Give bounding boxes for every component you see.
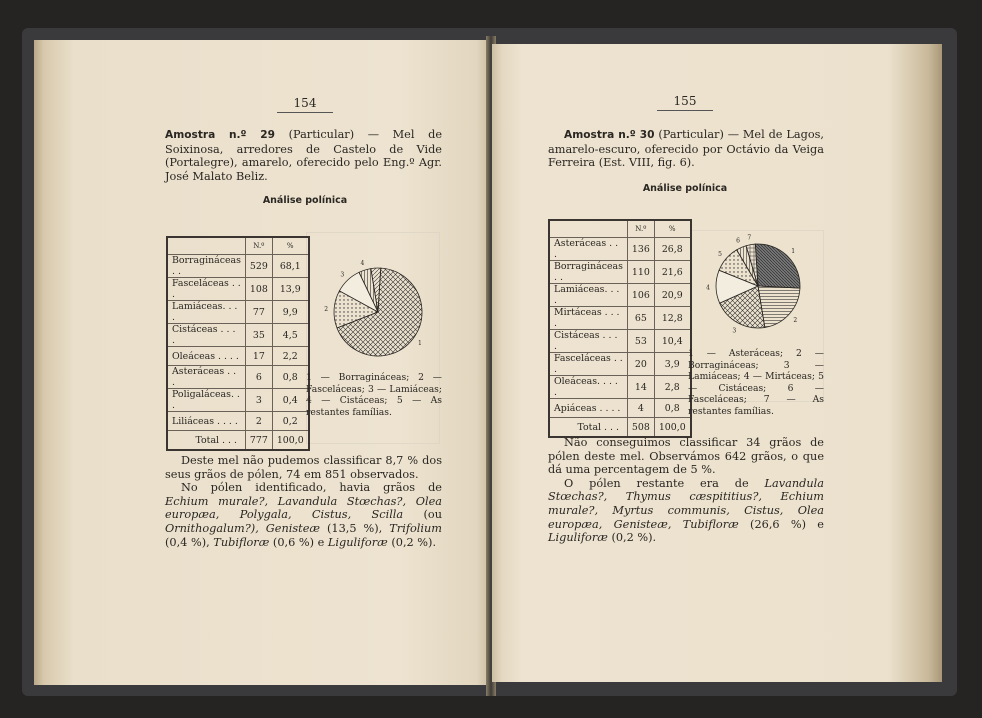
percent-cell: 13,9 (272, 278, 308, 301)
total-percent-cell: 100,0 (272, 431, 308, 451)
count-cell: 106 (627, 284, 654, 307)
family-name-cell: Lamiáceas. . . . (167, 301, 245, 324)
left-header-cell: N.º (245, 237, 272, 255)
family-name-cell: Apiáceas . . . . (549, 399, 627, 418)
percent-cell: 0,2 (272, 412, 308, 431)
left-para-2: No pólen identificado, havia grãos de Echium murale?, Lavandula Stœchas?, Olea europæa, Polygala, Cistus, Scilla (ou Ornithogalum?), Genisteæ (13,5 %), Trifolium (0,4 %), Tubifloræ (0,6 %) e Liguliforæ (0,2 %). (165, 481, 443, 549)
percent-cell: 0,8 (654, 399, 690, 418)
right-body-text (548, 436, 824, 545)
table-row (549, 399, 691, 418)
table-row (167, 278, 309, 301)
table-row (549, 307, 691, 330)
right-pie-legend: 1 — Asteráceas; 2 — Borragináceas; 3 — Lamiáceas; 4 — Mirtáceas; 5 — Cistáceas; 6 — Fasceláceas; 7 — As restantes famílias. (688, 348, 824, 417)
count-cell: 77 (245, 301, 272, 324)
percent-cell: 12,8 (654, 307, 690, 330)
percent-cell: 9,9 (272, 301, 308, 324)
left-sample-intro (165, 128, 442, 183)
left-table-header (167, 237, 309, 255)
left-page-number-text: 154 (293, 96, 317, 110)
percent-cell: 2,2 (272, 347, 308, 366)
right-pie-label-1: 1 (791, 247, 796, 255)
left-sample-title: Amostra n.º 29 (165, 129, 275, 141)
right-sample-intro (548, 128, 824, 170)
left-total-row (167, 431, 309, 451)
table-row (167, 301, 309, 324)
table-row (549, 376, 691, 399)
right-header-cell (549, 220, 627, 238)
right-total-row (549, 418, 691, 438)
total-label-cell: Total . . . (549, 418, 627, 438)
family-name-cell: Oleáceas . . . . (167, 347, 245, 366)
left-pie-chart (318, 259, 428, 362)
right-pollen-table (548, 219, 692, 438)
right-pie-label-6: 6 (736, 237, 740, 245)
table-row (167, 389, 309, 412)
percent-cell: 20,9 (654, 284, 690, 307)
right-header-cell: N.º (627, 220, 654, 238)
family-name-cell: Cistáceas . . . . (167, 324, 245, 347)
left-pie-legend: 1 — Borragináceas; 2 — Fasceláceas; 3 — Lamiáceas; 4 — Cistáceas; 5 — As restantes famílias. (306, 372, 442, 418)
left-pollen-table (166, 236, 310, 451)
left-pie-label-1: 1 (418, 340, 422, 348)
count-cell: 53 (627, 330, 654, 353)
right-para-1: Não conseguimos classificar 34 grãos de pólen deste mel. Observámos 642 grãos, o que dá uma percentagem de 5 %. (548, 436, 824, 477)
left-pie-svg (318, 259, 428, 362)
left-sample-description: (Particular) — Mel de Soixinosa, arredores de Castelo de Vide (Portalegre), amarelo, oferecido pelo Eng.º Agr. José Malato Beliz. (165, 128, 443, 183)
count-cell: 4 (627, 399, 654, 418)
family-name-cell: Borragináceas . . (549, 261, 627, 284)
family-name-cell: Liliáceas . . . . (167, 412, 245, 431)
total-percent-cell: 100,0 (654, 418, 690, 438)
percent-cell: 26,8 (654, 238, 690, 261)
right-pie-label-5: 5 (718, 250, 722, 258)
family-name-cell: Asteráceas . . . (549, 238, 627, 261)
count-cell: 529 (245, 255, 272, 278)
table-row (549, 353, 691, 376)
right-sample-title: Amostra n.º 30 (564, 129, 655, 141)
family-name-cell: Cistáceas . . . . (549, 330, 627, 353)
table-row (549, 261, 691, 284)
count-cell: 108 (245, 278, 272, 301)
table-row (549, 330, 691, 353)
right-pie-svg (700, 234, 812, 338)
left-para-1: Deste mel não pudemos classificar 8,7 % dos seus grãos de pólen, 74 em 851 observados. (165, 454, 442, 481)
percent-cell: 0,8 (272, 366, 308, 389)
family-name-cell: Fasceláceas . . . (167, 278, 245, 301)
family-name-cell: Fasceláceas . . . (549, 353, 627, 376)
family-name-cell: Mirtáceas . . . . (549, 307, 627, 330)
table-row (167, 255, 309, 278)
right-analysis-heading: Análise polínica (642, 183, 728, 194)
percent-cell: 2,8 (654, 376, 690, 399)
family-name-cell: Oleáceas. . . . . (549, 376, 627, 399)
left-header-cell: % (272, 237, 308, 255)
percent-cell: 10,4 (654, 330, 690, 353)
right-table-header (549, 220, 691, 238)
percent-cell: 0,4 (272, 389, 308, 412)
right-pie-label-3: 3 (732, 327, 737, 335)
count-cell: 6 (245, 366, 272, 389)
family-name-cell: Borragináceas . . (167, 255, 245, 278)
family-name-cell: Lamiáceas. . . . (549, 284, 627, 307)
right-pie-label-7: 7 (747, 234, 752, 242)
right-page-number-text: 155 (673, 94, 697, 108)
family-name-cell: Asteráceas . . . (167, 366, 245, 389)
left-pie-label-2: 2 (324, 306, 329, 314)
left-body-text (165, 454, 442, 549)
count-cell: 65 (627, 307, 654, 330)
percent-cell: 68,1 (272, 255, 308, 278)
right-pie-label-4: 4 (706, 284, 710, 292)
table-row (549, 238, 691, 261)
count-cell: 2 (245, 412, 272, 431)
count-cell: 110 (627, 261, 654, 284)
right-sample-description: (Particular) — Mel de Lagos, amarelo-escuro, oferecido por Octávio da Veiga Ferreira (Est. VIII, fig. 6). (548, 128, 825, 170)
count-cell: 136 (627, 238, 654, 261)
total-label-cell: Total . . . (167, 431, 245, 451)
family-name-cell: Poligaláceas. . . (167, 389, 245, 412)
right-header-cell: % (654, 220, 690, 238)
left-analysis-heading: Análise polínica (262, 195, 348, 206)
total-count-cell: 508 (627, 418, 654, 438)
left-header-cell (167, 237, 245, 255)
table-row (167, 324, 309, 347)
total-count-cell: 777 (245, 431, 272, 451)
right-page-number (655, 94, 715, 111)
table-row (167, 366, 309, 389)
right-pie-label-2: 2 (793, 316, 798, 324)
count-cell: 17 (245, 347, 272, 366)
left-page-number (275, 96, 335, 113)
left-pie-label-4: 4 (360, 259, 365, 267)
left-pie-label-3: 3 (340, 271, 345, 279)
percent-cell: 3,9 (654, 353, 690, 376)
right-para-2: O pólen restante era de Lavandula Stœchas?, Thymus cæspititius?, Echium murale?, Myrtus communis, Cistus, Olea europæa, Genisteæ, Tubifloræ (26,6 %) e Liguliforæ (0,2 %). (548, 476, 825, 545)
percent-cell: 4,5 (272, 324, 308, 347)
count-cell: 3 (245, 389, 272, 412)
count-cell: 20 (627, 353, 654, 376)
percent-cell: 21,6 (654, 261, 690, 284)
table-row (549, 284, 691, 307)
right-pie-chart (700, 234, 812, 338)
count-cell: 14 (627, 376, 654, 399)
count-cell: 35 (245, 324, 272, 347)
table-row (167, 412, 309, 431)
table-row (167, 347, 309, 366)
